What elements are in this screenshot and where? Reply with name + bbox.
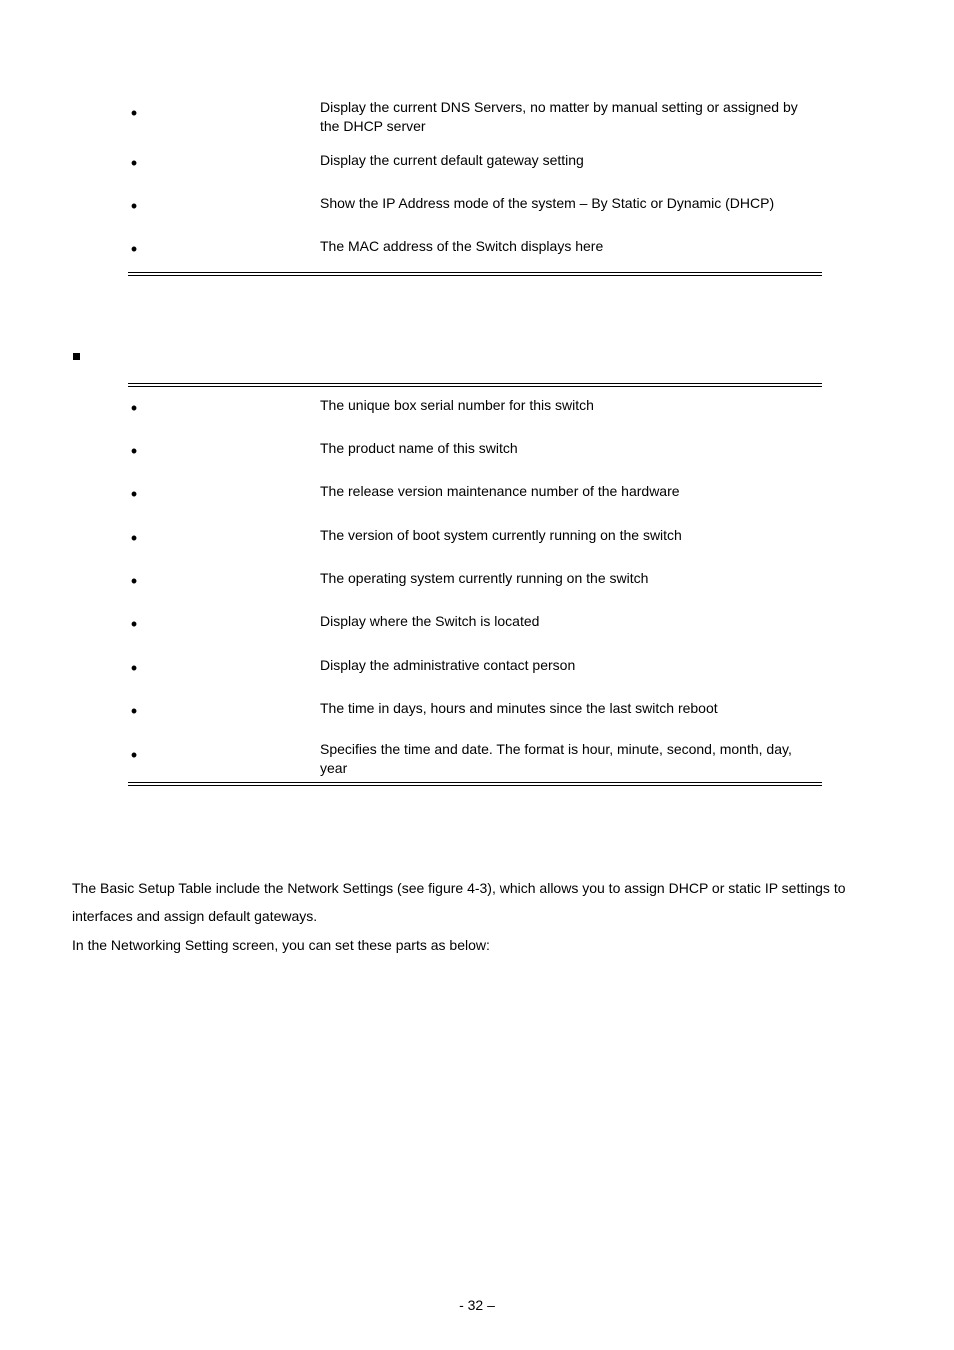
row-description: Show the IP Address mode of the system – By Static or Dynamic (DHCP) (320, 195, 775, 211)
page-number: - 32 – (459, 1297, 495, 1313)
table-bottom-rule (128, 782, 822, 786)
bullet-icon: • (130, 484, 138, 504)
row-description: The MAC address of the Switch displays here (320, 238, 604, 254)
row-description: Display the current default gateway setting (320, 152, 584, 168)
bullet-icon: • (130, 701, 138, 721)
body-paragraph: The Basic Setup Table include the Network Settings (see figure 4-3), which allows you to assign DHCP or static IP settings to interfaces and assign default gateways. (72, 880, 846, 924)
bullet-icon: • (130, 528, 138, 548)
bullet-icon: • (130, 745, 138, 765)
row-description: The release version maintenance number of the hardware (320, 483, 680, 499)
bullet-icon: • (130, 571, 138, 591)
square-bullet-icon (73, 353, 80, 360)
bullet-icon: • (130, 239, 138, 259)
row-description: The operating system currently running on the switch (320, 570, 649, 586)
row-description: The time in days, hours and minutes since the last switch reboot (320, 700, 718, 716)
row-description: The version of boot system currently running on the switch (320, 527, 682, 543)
bullet-icon: • (130, 153, 138, 173)
bullet-icon: • (130, 614, 138, 634)
row-description: Display the administrative contact person (320, 657, 576, 673)
row-description: Display where the Switch is located (320, 613, 540, 629)
table-top-rule (128, 383, 822, 387)
row-description: Specifies the time and date. The format is hour, minute, second, month, day, year (320, 741, 792, 776)
bullet-icon: • (130, 196, 138, 216)
bullet-icon: • (130, 658, 138, 678)
bullet-icon: • (130, 103, 138, 123)
table-bottom-rule (128, 272, 822, 276)
row-description: The unique box serial number for this switch (320, 397, 594, 413)
row-description: Display the current DNS Servers, no matter by manual setting or assigned by the DHCP server (320, 99, 798, 134)
bullet-icon: • (130, 398, 138, 418)
bullet-icon: • (130, 441, 138, 461)
body-paragraph: In the Networking Setting screen, you can set these parts as below: (72, 937, 490, 953)
row-description: The product name of this switch (320, 440, 518, 456)
